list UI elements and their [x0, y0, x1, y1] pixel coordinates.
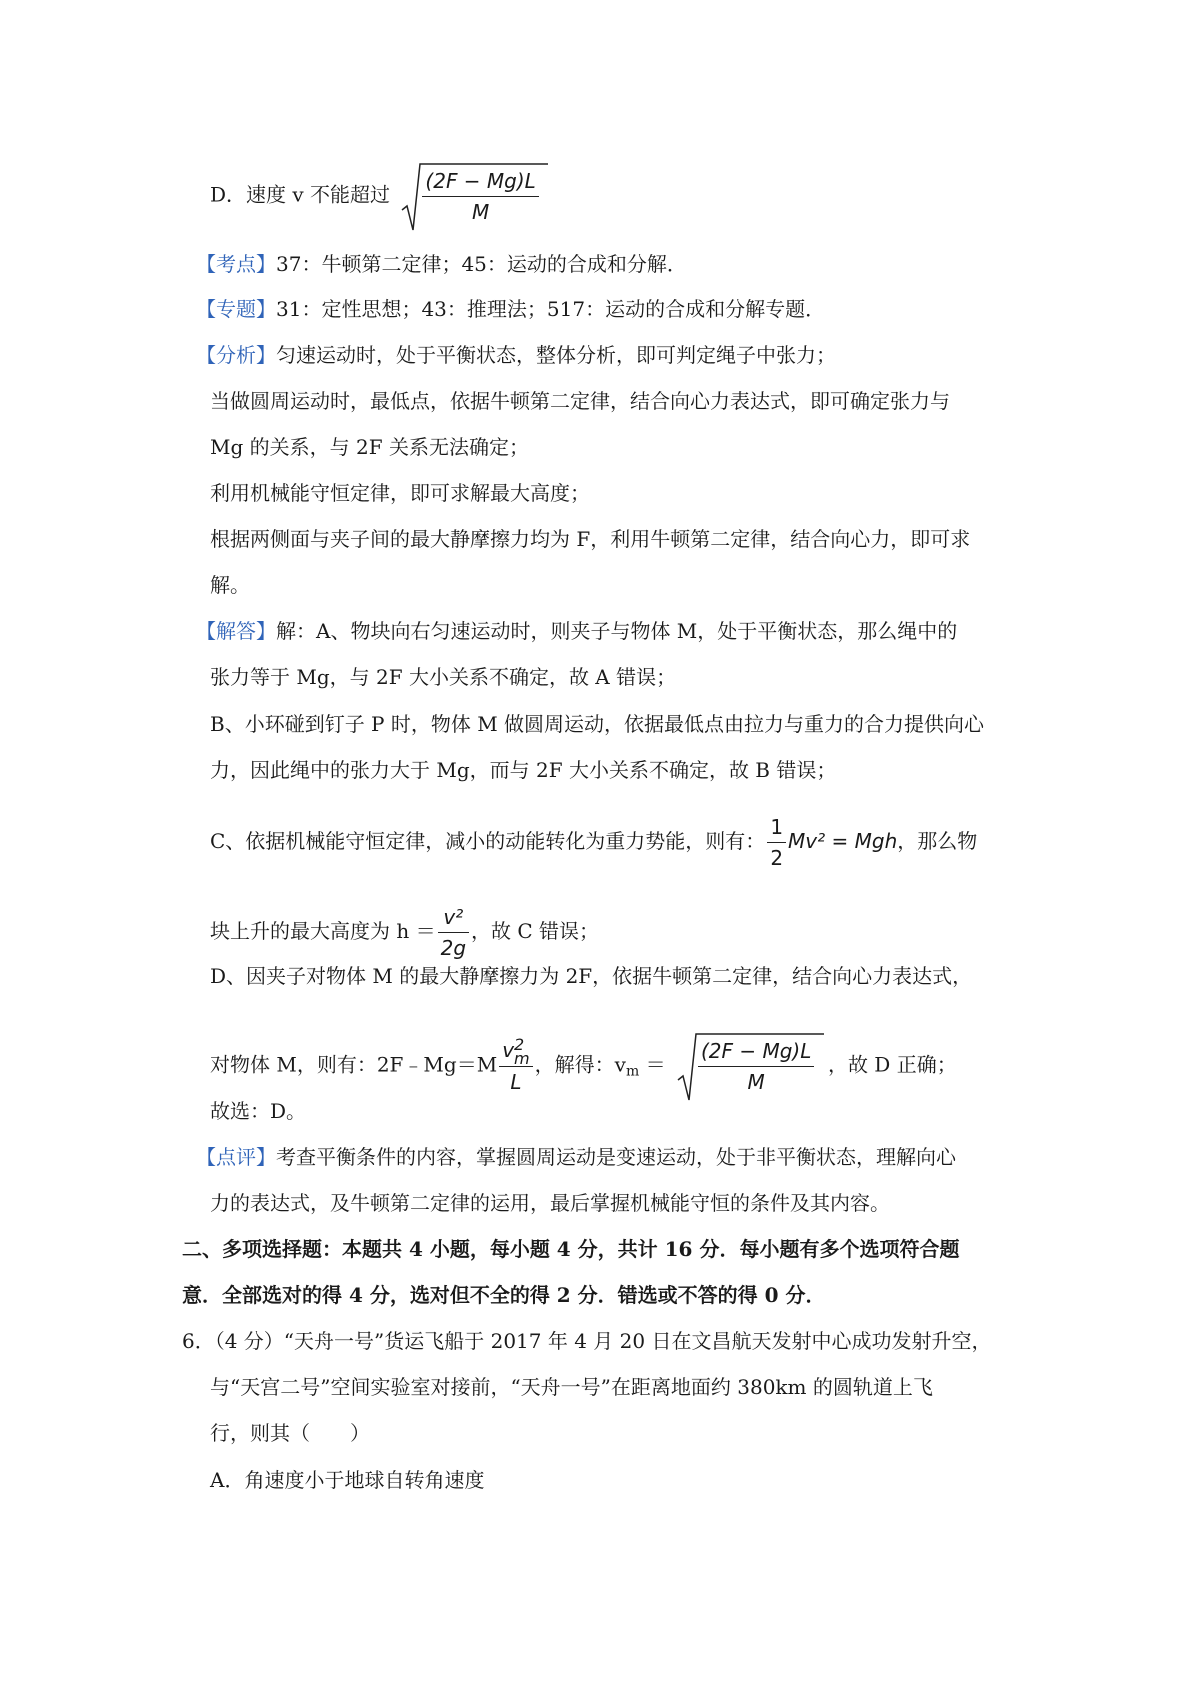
radical-sign-result	[676, 1030, 826, 1102]
kaodian-line	[196, 250, 687, 278]
fenxi-line-5: 根据两侧面与夹子间的最大静摩擦力均为 F，利用牛顿第二定律，结合向心力，即可求	[210, 527, 971, 551]
fenxi-line-3: Mg 的关系，与 2F 关系无法确定；	[210, 435, 529, 459]
jieda-line-b2: 力，因此绳中的张力大于 Mg，而与 2F 大小关系不确定，故 B 错误；	[210, 758, 837, 782]
fraction-centripetal: v 2 m L	[499, 1035, 532, 1097]
fraction-half: $\frac{1}{2}$	[767, 812, 786, 873]
jieda-line-d2: 对物体 M，则有：2F﹣Mg＝M v 2 m L ，解得：$v_m$ ＝ $\frac{(2F - Mg)L}{M}$ ，故 D 正确；	[210, 1030, 957, 1102]
option-d-label: D．速度 v 不能超过	[210, 182, 391, 207]
question-6-line-1: 6．（4 分）“天舟一号”货运飞船于 2017 年 4 月 20 日在文昌航天发射中心成功发射升空，	[182, 1329, 992, 1353]
section-2-line-2: 意．全部选对的得 4 分，选对但不全的得 2 分．错选或不答的得 0 分．	[182, 1283, 826, 1307]
jieda-line-c1: C、依据机械能守恒定律，减小的动能转化为重力势能，则有： $\frac{1}{2}$ Mv² = Mgh，那么物	[210, 812, 977, 873]
sqrt-formula	[400, 160, 550, 232]
kaodian-text: 37：牛顿第二定律；45：运动的合成和分解．	[276, 252, 687, 276]
conclusion: 故选：D。	[210, 1099, 307, 1123]
zhuanti-line	[196, 295, 825, 323]
dianping-tag: 【点评】	[196, 1145, 276, 1169]
jieda-line-c2: 块上升的最大高度为 h ＝ $\frac{\text{v²}}{2g}$ ，故 C 错误；	[210, 902, 599, 963]
jieda-line-b1: B、小环碰到钉子 P 时，物体 M 做圆周运动，依据最低点由拉力与重力的合力提供向心	[210, 712, 985, 736]
jieda-line-a2: 张力等于 Mg，与 2F 大小关系不确定，故 A 错误；	[210, 665, 677, 689]
formula-denominator: M	[471, 200, 490, 224]
fraction-height: $\frac{\text{v²}}{2g}$	[438, 902, 469, 963]
zhuanti-tag: 【专题】	[196, 297, 276, 321]
sqrt-result: $\frac{(2F - Mg)L}{M}$	[676, 1030, 826, 1102]
zhuanti-text: 31：定性思想；43：推理法；517：运动的合成和分解专题．	[276, 297, 826, 321]
fenxi-line-1: 【分析】匀速运动时，处于平衡状态，整体分析，即可判定绳子中张力；	[196, 343, 836, 367]
fenxi-line-4: 利用机械能守恒定律，即可求解最大高度；	[210, 481, 590, 505]
energy-equation: Mv² = Mgh	[788, 829, 898, 853]
option-d	[210, 160, 552, 232]
radical-sign	[400, 160, 550, 232]
question-6-line-2: 与“天宫二号”空间实验室对接前，“天舟一号”在距离地面约 380km 的圆轨道上飞	[210, 1375, 933, 1399]
jieda-tag: 【解答】	[196, 619, 276, 643]
question-6-option-a: A．角速度小于地球自转角速度	[210, 1468, 485, 1492]
formula-numerator: (2F − Mg)L	[422, 166, 538, 197]
question-6-line-3: 行，则其（ ）	[210, 1421, 370, 1445]
dianping-line-1: 【点评】考查平衡条件的内容，掌握圆周运动是变速运动，处于非平衡状态，理解向心	[196, 1145, 956, 1169]
jieda-line-d1: D、因夹子对物体 M 的最大静摩擦力为 2F，依据牛顿第二定律，结合向心力表达式，	[210, 964, 973, 988]
fenxi-tag: 【分析】	[196, 343, 276, 367]
kaodian-tag: 【考点】	[196, 252, 276, 276]
fenxi-line-2: 当做圆周运动时，最低点，依据牛顿第二定律，结合向心力表达式，即可确定张力与	[210, 389, 950, 413]
dianping-line-2: 力的表达式，及牛顿第二定律的运用，最后掌握机械能守恒的条件及其内容。	[210, 1191, 890, 1215]
jieda-line-a1: 【解答】解：A、物块向右匀速运动时，则夹子与物体 M，处于平衡状态，那么绳中的	[196, 619, 958, 643]
section-2-line-1: 二、多项选择题：本题共 4 小题，每小题 4 分，共计 16 分．每小题有多个选项符合题	[182, 1237, 960, 1261]
fenxi-line-6: 解。	[210, 573, 250, 597]
